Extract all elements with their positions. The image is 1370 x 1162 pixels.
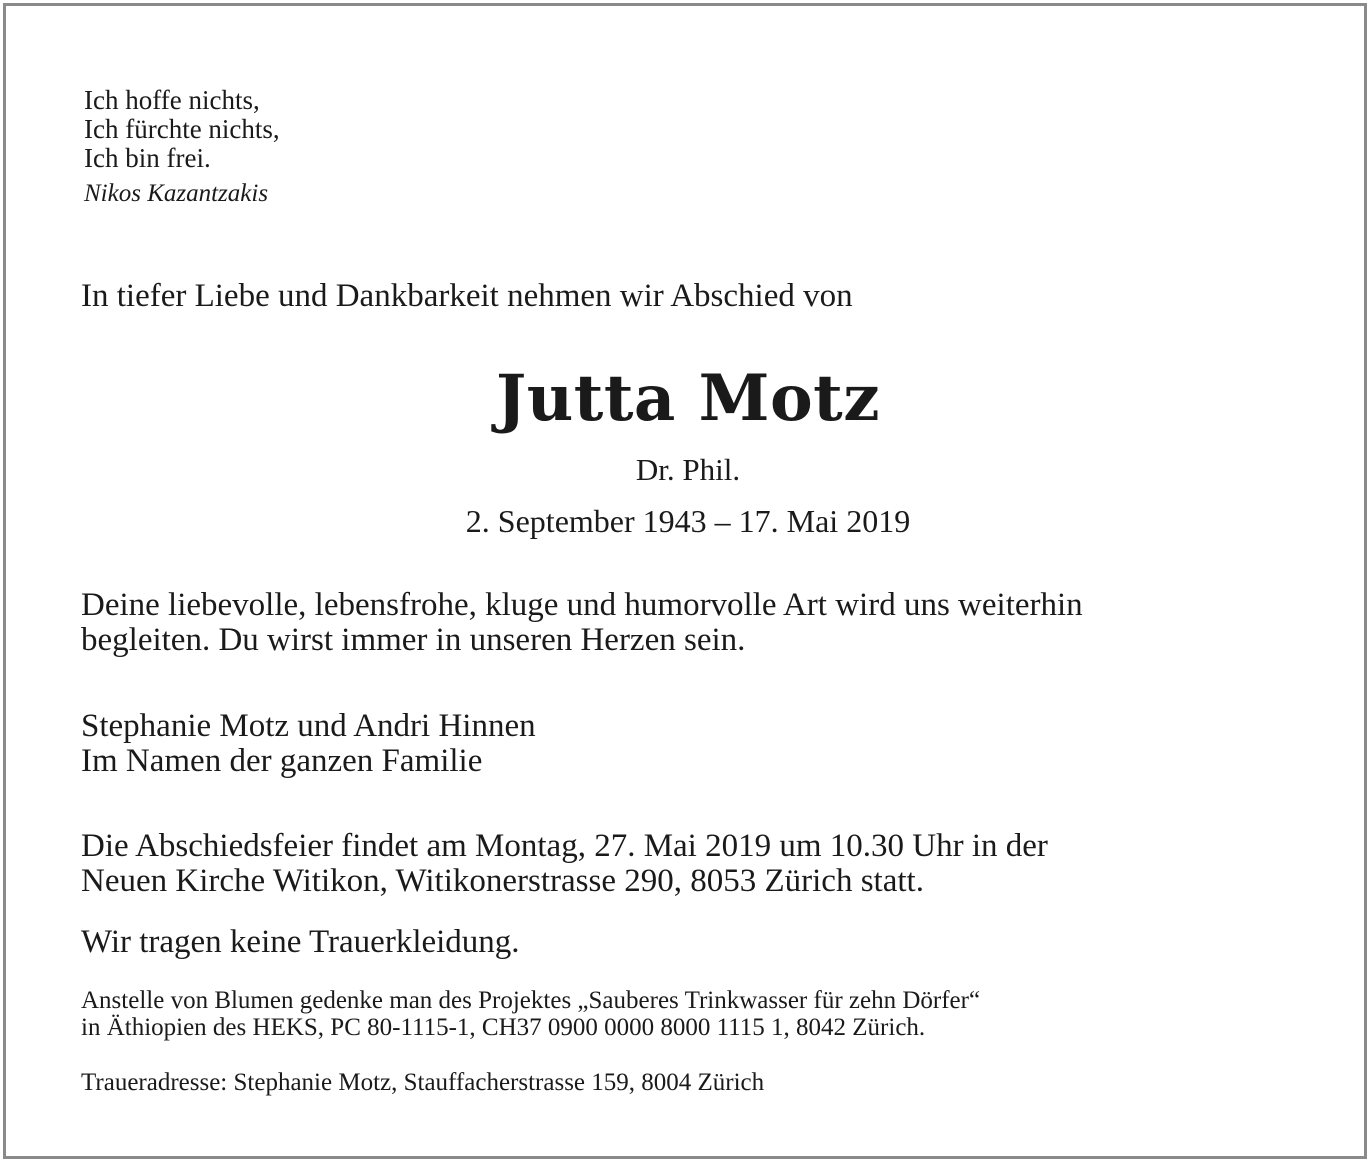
tribute-line-1: Deine liebevolle, lebensfrohe, kluge und humorvolle Art wird uns weiterhin (81, 587, 1083, 623)
obituary-frame (3, 3, 1367, 1159)
donation-line-1: Anstelle von Blumen gedenke man des Projektes „Sauberes Trinkwasser für zehn Dörfer“ (81, 987, 981, 1014)
deceased-name: Jutta Motz (495, 361, 881, 436)
signatory-line-2: Im Namen der ganzen Familie (81, 743, 483, 779)
ceremony-line-1: Die Abschiedsfeier findet am Montag, 27. Mai 2019 um 10.30 Uhr in der (81, 828, 1048, 864)
deceased-title: Dr. Phil. (635, 452, 741, 487)
ceremony-line-2: Neuen Kirche Witikon, Witikonerstrasse 290, 8053 Zürich statt. (81, 863, 924, 899)
intro-text: In tiefer Liebe und Dankbarkeit nehmen wir Abschied von (81, 278, 853, 314)
tribute-line-2: begleiten. Du wirst immer in unseren Herzen sein. (81, 622, 746, 658)
epigraph-author: Nikos Kazantzakis (84, 180, 269, 207)
mourning-address: Traueradresse: Stephanie Motz, Stauffacherstrasse 159, 8004 Zürich (81, 1069, 765, 1096)
signatory-line-1: Stephanie Motz und Andri Hinnen (81, 708, 536, 744)
life-dates: 2. September 1943 – 17. Mai 2019 (465, 503, 911, 539)
donation-line-2: in Äthiopien des HEKS, PC 80-1115-1, CH37 0900 0000 8000 1115 1, 8042 Zürich. (81, 1014, 926, 1041)
dress-note: Wir tragen keine Trauerkleidung. (81, 924, 520, 960)
epigraph-line-2: Ich fürchte nichts, (84, 114, 280, 144)
epigraph-line-3: Ich bin frei. (84, 143, 211, 173)
epigraph-line-1: Ich hoffe nichts, (84, 85, 260, 115)
